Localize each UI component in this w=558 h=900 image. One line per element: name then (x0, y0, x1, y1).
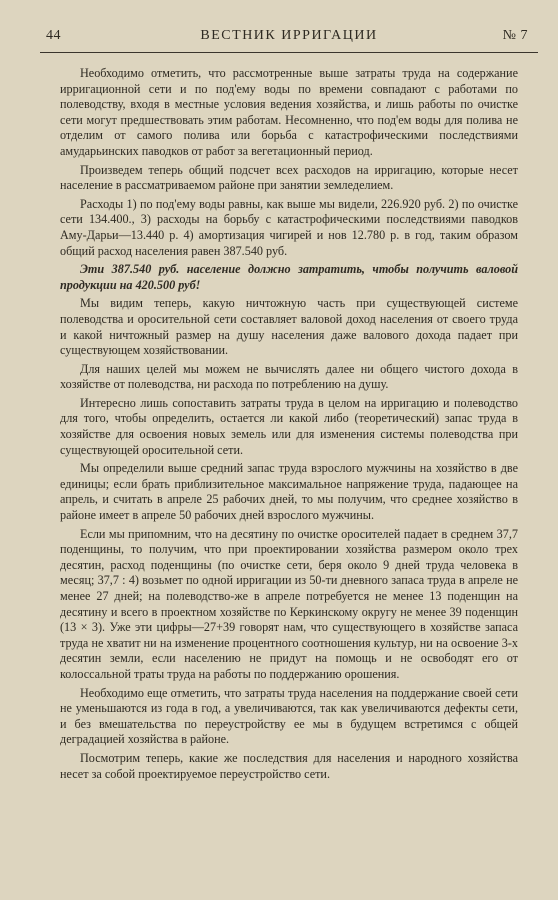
article-body (60, 66, 518, 782)
running-header (46, 28, 528, 52)
header-rule (40, 52, 538, 53)
paragraph: Необходимо отметить, что рассмотренные выше затраты труда на содержание ирригационной сети и по под'ему воды по времени совпадают с работами по полеводству, входя в местные условия ведения хозяйства, и лишь работы по очистке сети могут предшествовать этим работам. Несомненно, что под'ем воды для полива не отделим от самого полива или борьба с катастрофическими последствиями амударьинских паводков от работ за вегетационный период. (60, 66, 518, 158)
paragraph: Расходы 1) по под'ему воды равны, как выше мы видели, 226.920 руб. 2) по очистке сети 134.400., 3) расходы на борьбу с катастрофическими последствиями паводков Аму-Дарьи—13.440 р. 4) амортизация чигирей и нов 12.780 р. в год, таким образом общий расход населения равен 387.540 руб. (60, 196, 518, 258)
paragraph: Для наших целей мы можем не вычислять далее ни общего чистого дохода в хозяйстве от полеводства, ни расхода по потреблению на душу. (60, 361, 518, 392)
paragraph: Интересно лишь сопоставить затраты труда в целом на ирригацию и полеводство для того, чтобы определить, остается ли какой либо (теоретический) запас труда в хозяйстве для освоения новых земель или для изменения системы полеводства при существующей оросительной сети. (60, 395, 518, 457)
paragraph: Мы определили выше средний запас труда взрослого мужчины на хозяйство в две единицы; если брать приблизительное максимальное напряжение труда, падающее на апрель, и считать в апреле 25 рабочих дней, то мы получим, что среднее хозяйство в районе имеет в апреле 50 рабочих дней взрослого мужчины. (60, 461, 518, 523)
journal-title: ВЕСТНИК ИРРИГАЦИИ (200, 28, 378, 43)
paragraph: Мы видим теперь, какую ничтожную часть при существующей системе полеводства и оросительной сети составляет валовой доход населения от своего труда и какой ничтожный размер на душу населения даже валового дохода падает при существующем хозяйствовании. (60, 296, 518, 358)
issue-number: № 7 (502, 28, 528, 43)
paragraph: Произведем теперь общий подсчет всех расходов на ирригацию, которые несет население в рассматриваемом районе при занятии земледелием. (60, 162, 518, 193)
paragraph: Если мы припомним, что на десятину по очистке оросителей падает в среднем 37,7 поденщины, то получим, что при проектировании хозяйства размером около трех десятин, расход поденщины (по очистке сети, беря около 9 дней труда человека в месяц; 37,7 : 4) возьмет по одной ирригации из 50-ти дневного запаса труда в апреле не менее 27 дней; на полеводство-же в апреле потребуется не менее 13 поденщин на десятину и всего в проектном хозяйстве по Керкинскому округу не менее 39 поденщин (13 × 3). Уже эти цифры—27+39 говорят нам, что существующего в хозяйстве запаса труда не хватит ни на изменение процентного соотношения культур, ни на освоение 3-х десятин земли, если населению не придут на помощь и не освободят его от колоссальной траты труда на работы по поддержанию орошения. (60, 526, 518, 681)
paragraph: Посмотрим теперь, какие же последствия для населения и народного хозяйства несет за собой проектируемое переустройство сети. (60, 750, 518, 781)
emphasized-paragraph: Эти 387.540 руб. население должно затратить, чтобы получить валовой продукции на 420.500 руб! (60, 262, 518, 292)
paragraph: Необходимо еще отметить, что затраты труда населения на поддержание своей сети не уменьшаются из года в год, а увеличиваются, так как увеличиваются дефекты сети, и без вмешательства по переустройству ее мы в будущем встретимся с общей деградацией хозяйства в районе. (60, 685, 518, 747)
page-number: 44 (46, 28, 61, 43)
